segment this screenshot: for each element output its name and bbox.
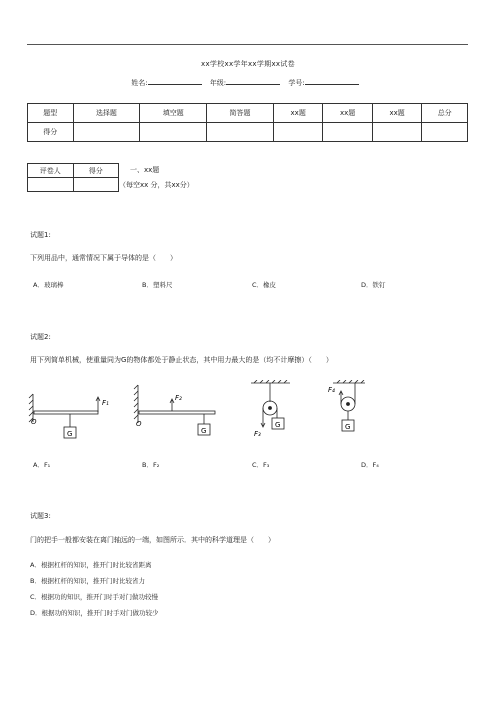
question-3-option-b: B．根据杠杆的知识，推开门时比较省力 xyxy=(30,577,145,585)
score-row-label: 得分 xyxy=(28,123,74,142)
lever-figure-a xyxy=(28,392,118,444)
weight-label-g: G xyxy=(67,430,73,438)
pivot-label-o: O xyxy=(31,418,37,426)
section-note: （每空xx 分，共xx分） xyxy=(119,181,194,189)
score-table-score-row xyxy=(28,123,468,142)
grade-label: 年级: xyxy=(209,79,227,87)
score-cell xyxy=(422,123,468,142)
grader-score-cell xyxy=(73,178,119,192)
id-blank xyxy=(305,76,359,85)
grader-table xyxy=(27,163,119,192)
score-cell xyxy=(323,123,372,142)
question-1-option-a: A．玻璃棒 xyxy=(33,281,64,289)
question-3-option-c: C．根据功的知识，推开门时手对门做功较慢 xyxy=(30,593,159,601)
question-1-option-c: C．橡皮 xyxy=(252,281,277,289)
question-1-text: 下列用品中，通常情况下属于导体的是（ ） xyxy=(30,254,177,262)
score-cell xyxy=(273,123,322,142)
header-rule xyxy=(27,44,468,45)
question-2-option-b: B．F₂ xyxy=(142,461,160,469)
grader-score-label: 得分 xyxy=(73,164,119,178)
score-cell xyxy=(372,123,421,142)
student-info-line xyxy=(0,76,496,88)
weight-label-g: G xyxy=(201,427,207,435)
score-header-cell: xx题 xyxy=(323,104,372,123)
force-label-f2: F₂ xyxy=(175,394,182,402)
question-3-text: 门的把手一般都安装在离门轴远的一端，如图所示．其中的科学道理是（ ） xyxy=(30,536,275,544)
score-header-cell: 选择题 xyxy=(73,104,140,123)
question-3-label: 试题3: xyxy=(30,512,51,520)
weight-label-g: G xyxy=(275,421,281,429)
name-label: 姓名: xyxy=(131,79,148,87)
question-2-label: 试题2: xyxy=(30,333,51,341)
score-table-header-row xyxy=(28,104,468,123)
fixed-pulley-figure xyxy=(248,380,298,442)
score-header-cell: 填空题 xyxy=(140,104,207,123)
question-2-text: 用下列简单机械，使重量同为G的物体都处于静止状态，其中用力最大的是（均不计摩擦）（ ） xyxy=(30,356,333,364)
score-table xyxy=(27,103,468,142)
score-header-cell: 题型 xyxy=(28,104,74,123)
question-2-option-a: A．F₁ xyxy=(33,461,51,469)
score-header-cell: xx题 xyxy=(273,104,322,123)
grader-label: 评卷人 xyxy=(28,164,74,178)
exam-title: xx学校xx学年xx学期xx试卷 xyxy=(201,60,295,68)
question-1-option-d: D．铁钉 xyxy=(361,281,386,289)
question-1-option-b: B．塑料尺 xyxy=(142,281,173,289)
score-cell xyxy=(207,123,274,142)
question-2-option-c: C．F₃ xyxy=(252,461,270,469)
force-label-f4: F₄ xyxy=(328,386,335,394)
question-1-label: 试题1: xyxy=(30,231,51,239)
section-title: 一、xx题 xyxy=(130,166,160,174)
score-cell xyxy=(140,123,207,142)
score-cell xyxy=(73,123,140,142)
grade-blank xyxy=(226,76,280,85)
score-header-cell: 简答题 xyxy=(207,104,274,123)
question-3-option-a: A．根据杠杆的知识，推开门时比较省距离 xyxy=(30,561,152,569)
weight-label-g: G xyxy=(345,423,351,431)
score-header-cell: xx题 xyxy=(372,104,421,123)
name-blank xyxy=(148,76,202,85)
force-label-f1: F₁ xyxy=(102,399,109,407)
question-2-option-d: D．F₄ xyxy=(361,461,379,469)
pivot-label-o: O xyxy=(136,420,142,428)
lever-figure-b xyxy=(132,383,222,443)
id-label: 学号: xyxy=(288,79,305,87)
question-3-option-d: D．根据功的知识，推开门时手对门做功较少 xyxy=(30,609,159,617)
score-header-cell: 总分 xyxy=(422,104,468,123)
force-label-f3: F₃ xyxy=(254,430,261,438)
movable-pulley-figure xyxy=(325,380,373,442)
grader-cell xyxy=(28,178,74,192)
